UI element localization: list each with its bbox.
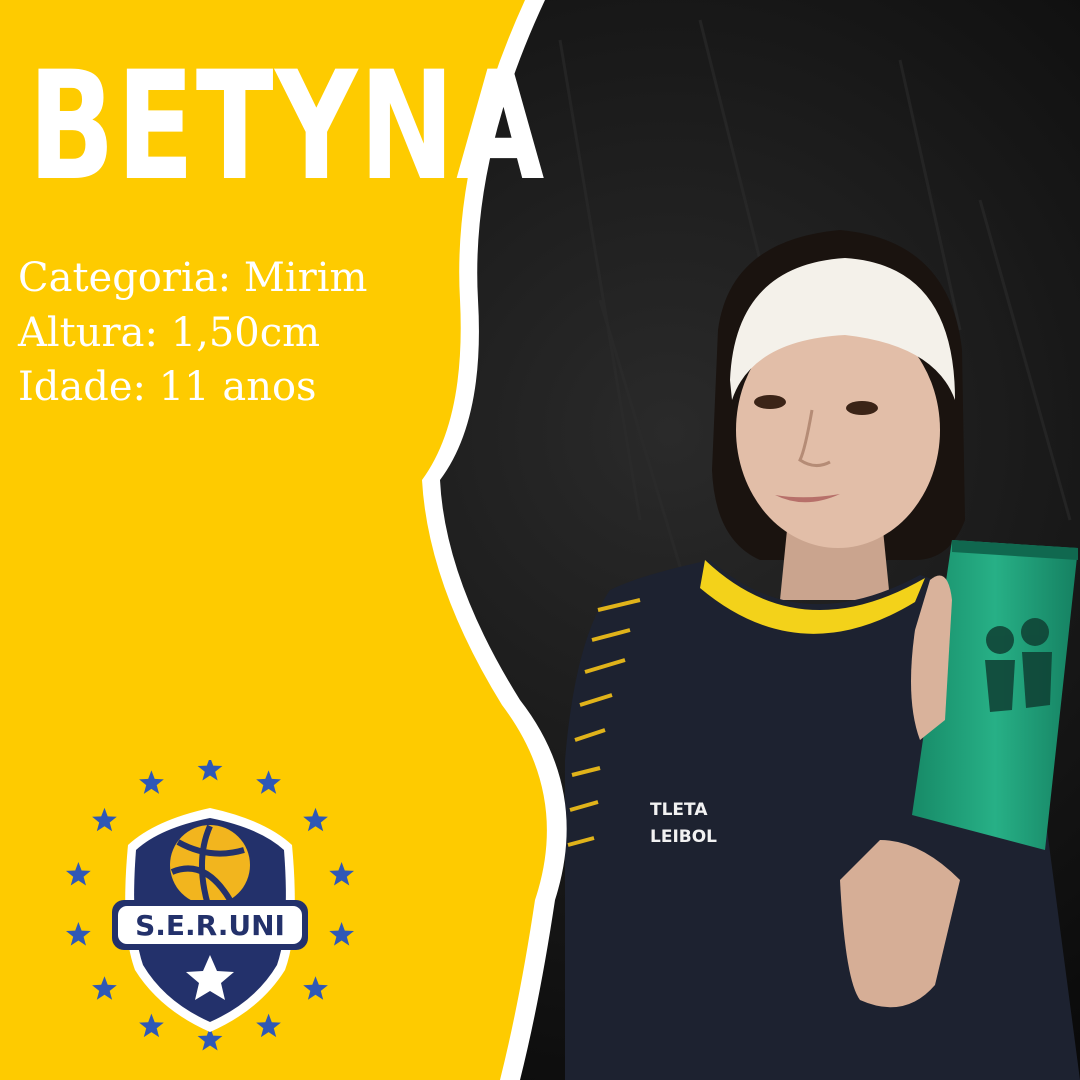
- ring-star-icon: [303, 976, 328, 1000]
- ring-star-icon: [329, 862, 354, 886]
- stat-height-value: 1,50cm: [170, 310, 321, 356]
- stat-category-label: Categoria:: [18, 255, 244, 301]
- stat-age-value: 11 anos: [158, 364, 317, 410]
- ring-star-icon: [139, 1014, 164, 1038]
- stat-height-label: Altura:: [18, 310, 171, 356]
- ring-star-icon: [329, 922, 354, 946]
- ring-star-icon: [256, 770, 281, 794]
- ring-star-icon: [303, 808, 328, 832]
- logo-text: S.E.R.UNI: [135, 909, 285, 942]
- stat-age: [18, 364, 317, 410]
- ring-star-icon: [66, 922, 91, 946]
- stat-category-value: Mirim: [243, 255, 368, 301]
- volleyball-icon: [170, 825, 250, 905]
- shirt-text-line-2: LEIBOL: [650, 827, 718, 847]
- stat-height: [18, 310, 321, 356]
- stat-category: [18, 255, 368, 301]
- ring-star-icon: [139, 770, 164, 794]
- athlete-name: BETYNA: [28, 40, 546, 214]
- club-logo: [60, 760, 360, 1060]
- ring-star-icon: [256, 1014, 281, 1038]
- stat-age-label: Idade:: [18, 364, 159, 410]
- shirt-text-line-1: TLETA: [650, 800, 708, 820]
- ring-star-icon: [92, 976, 117, 1000]
- ring-star-icon: [92, 808, 117, 832]
- ring-star-icon: [198, 760, 223, 781]
- ring-star-icon: [66, 862, 91, 886]
